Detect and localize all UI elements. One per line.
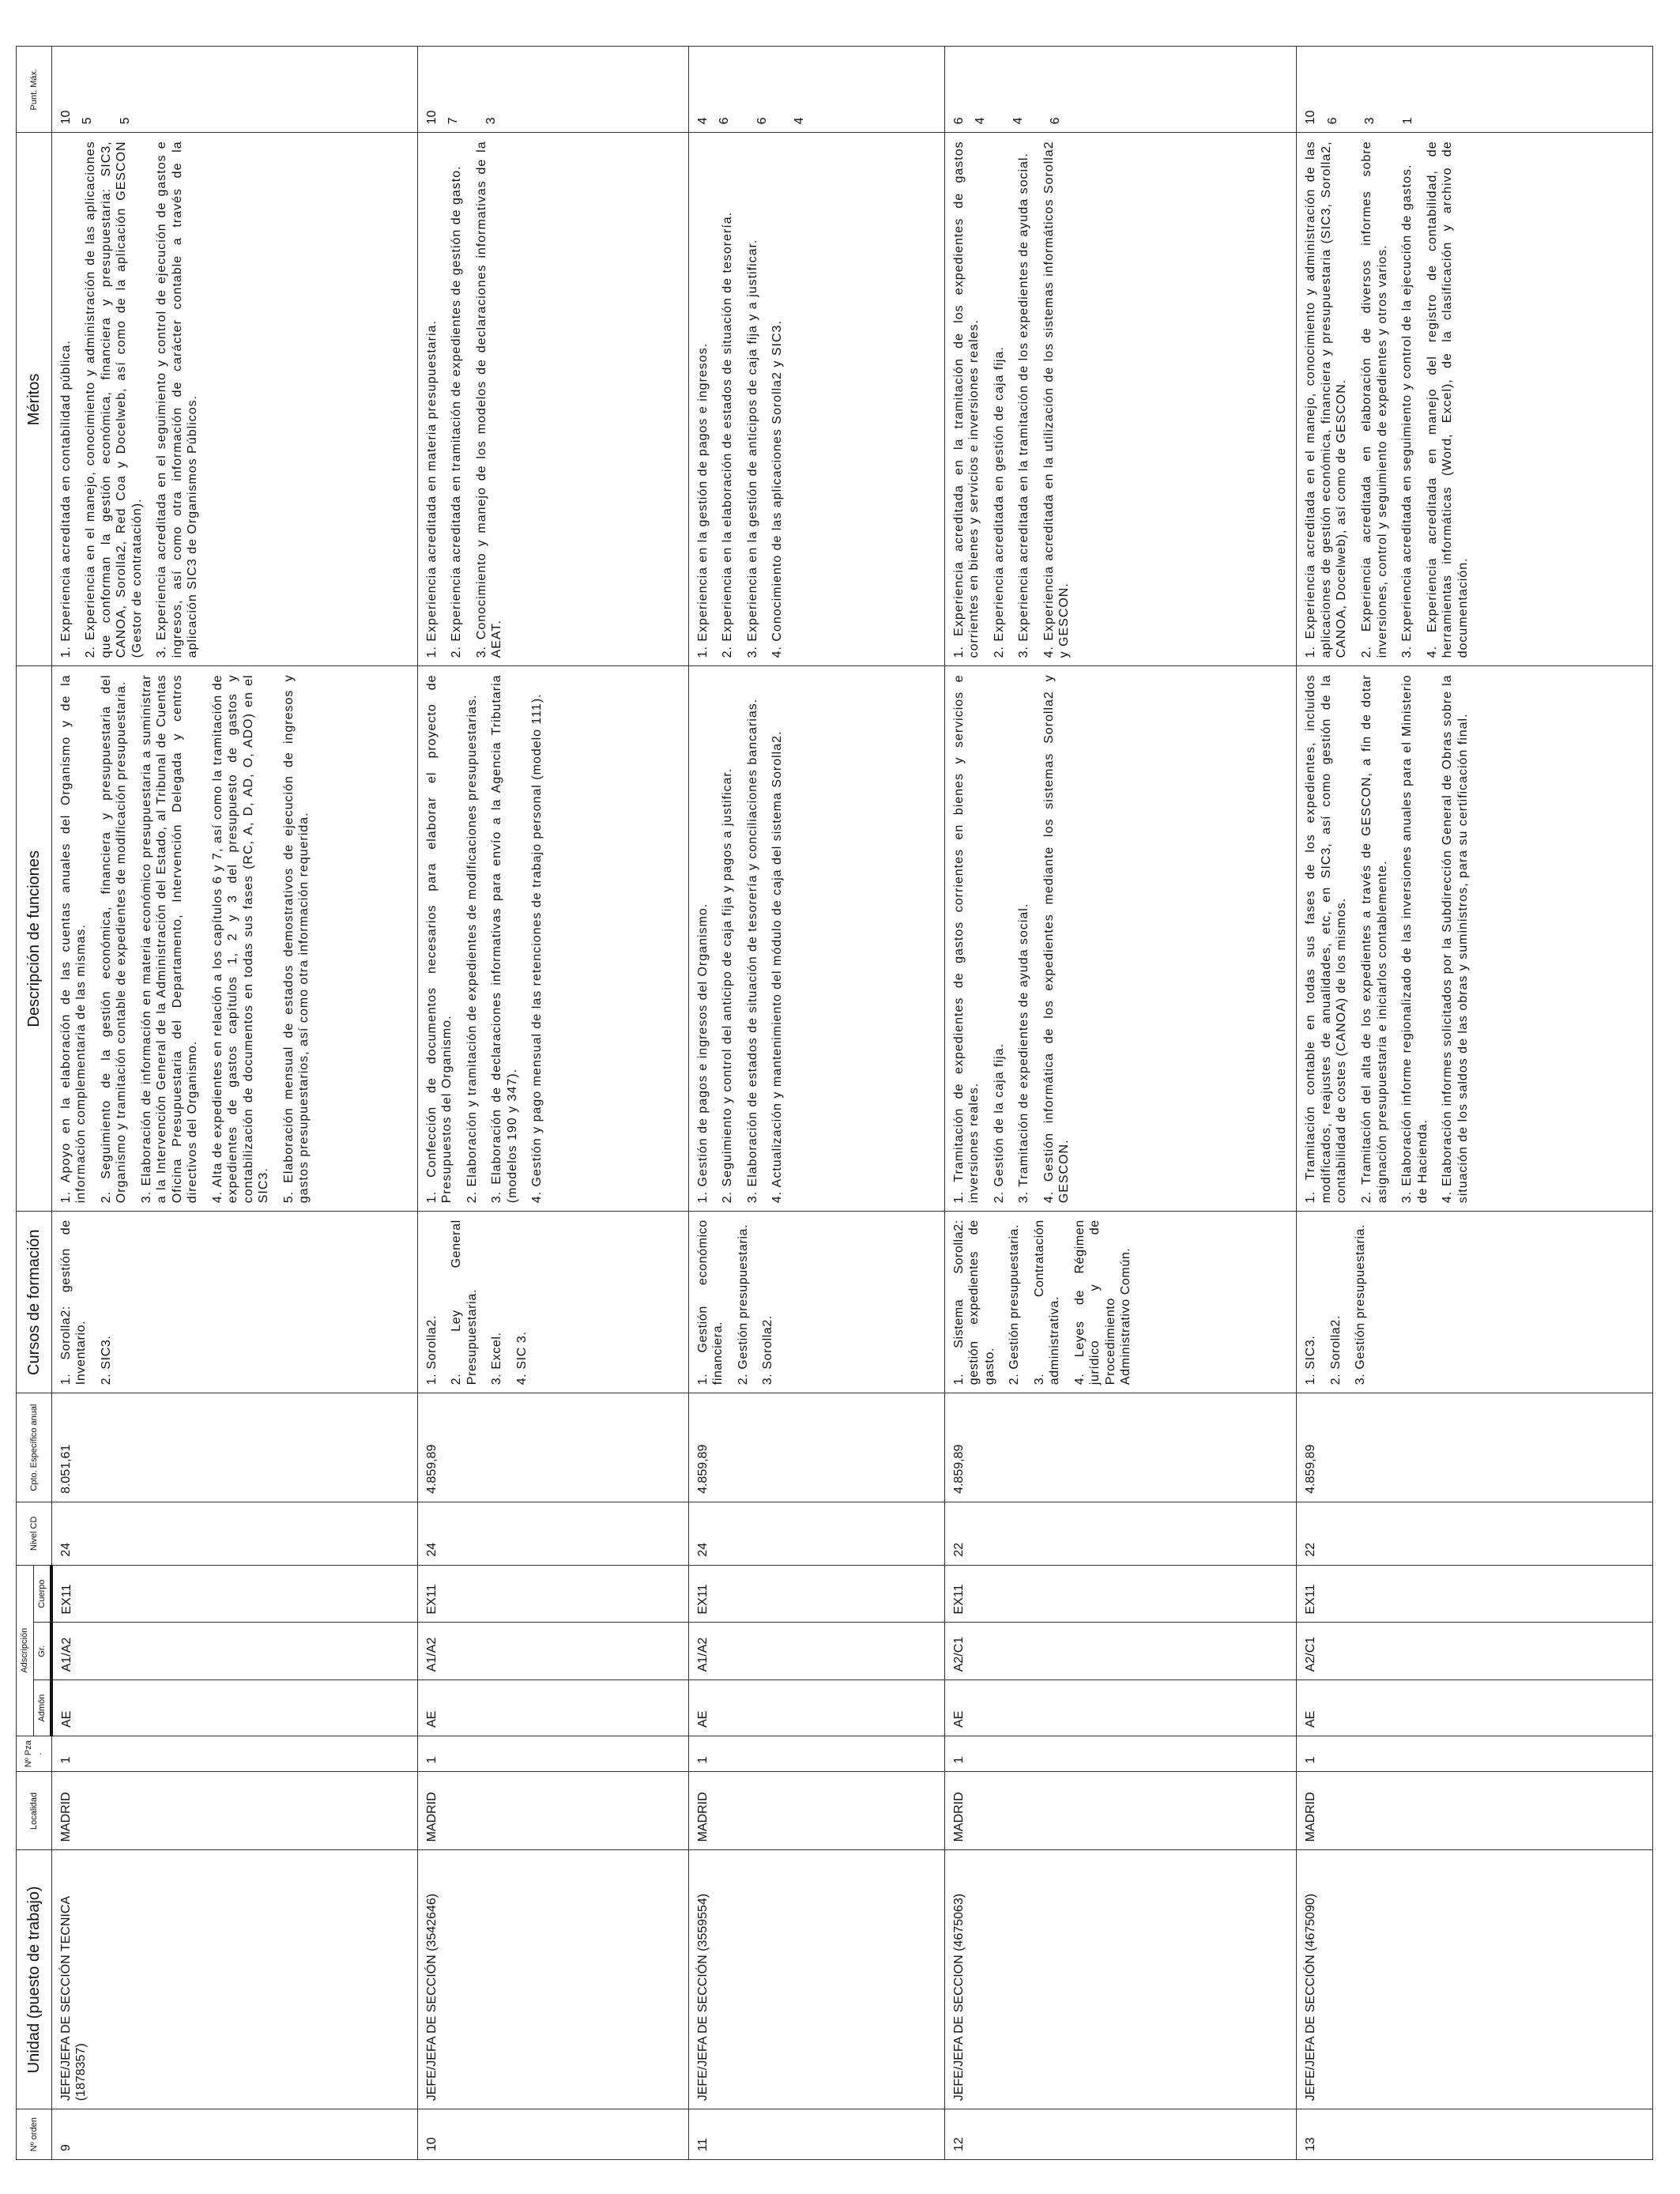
cursos-list — [58, 1220, 115, 1385]
funcion-item: 3. Elaboración de información en materia económico presupuestaria a suministrar a la Intervención General de la Administración del Estado, al Tribunal de Cuentas Oficina Presupuestaria del Departamento, Intervención Delegada y centros directivos del Organismo. — [139, 674, 200, 1204]
punto-value: 7 — [446, 117, 461, 125]
curso-item: 4. Leyes de Régimen jurídico y de Procedimiento Administrativo Común. — [1072, 1220, 1133, 1385]
cell-admon: AE — [944, 1680, 1297, 1736]
cell-orden: 12 — [944, 2109, 1297, 2160]
puntos-list — [1303, 55, 1415, 124]
cell-cpto: 4.859,89 — [417, 1393, 688, 1502]
curso-item: 1. Sistema Sorolla2: gestión expedientes de gasto. — [951, 1220, 996, 1385]
cell-gr: A1/A2 — [688, 1623, 944, 1680]
header-nivel: Nivel CD — [17, 1502, 52, 1565]
cell-funciones — [944, 666, 1297, 1212]
merito-item: 4. Experiencia acreditada en manejo del registro de contabilidad, de herramientas informáticas (Word, Excel), de la clasificación y archivo de documentación. — [1425, 141, 1470, 658]
meritos-list — [424, 141, 505, 658]
cell-gr: A2/C1 — [1297, 1623, 1653, 1680]
table-row — [417, 47, 688, 2160]
merito-item: 1. Experiencia acreditada en contabilidad pública. — [58, 340, 73, 658]
funcion-item: 3. Elaboración de estados de situación de tesorería y conciliaciones bancarias. — [745, 698, 759, 1204]
punto-value: 6 — [951, 117, 966, 125]
curso-item: 2. Ley General Presupuestaria. — [450, 1220, 479, 1385]
header-gr: Gr. — [33, 1623, 51, 1680]
funcion-item: 1. Gestión de pagos e ingresos del Organismo. — [695, 903, 710, 1204]
funcion-item: 2. Elaboración y tramitación de expedientes de modificaciones presupuestarias. — [465, 694, 479, 1204]
merito-item: 1. Experiencia en la gestión de pagos e ingresos. — [695, 342, 710, 658]
curso-item: 2. Gestión presupuestaria. — [1008, 1223, 1022, 1385]
cursos-list — [1303, 1220, 1369, 1385]
merito-item: 2. Experiencia acreditada en tramitación de expedientes de gestión de gasto. — [450, 165, 464, 658]
funciones-list — [951, 674, 1072, 1203]
merito-item: 1. Experiencia acreditada en materia presupuestaria. — [424, 320, 439, 658]
cell-unidad: JEFE/JEFA DE SECCIÓN TECNICA (1878357) — [51, 1850, 417, 2109]
header-unidad: Unidad (puesto de trabajo) — [17, 1850, 52, 2109]
funcion-item: 4. Gestión y pago mensual de las retenciones de trabajo personal (modelo 111). — [530, 693, 544, 1204]
merito-item: 2. Experiencia en la elaboración de estados de situación de tesorería. — [721, 211, 735, 658]
header-punt: Punt. Máx. — [17, 47, 52, 133]
funcion-item: 2. Seguimiento de la gestión económica, financiera y presupuestaria del Organismo y tramitación contable de expedientes de modificación presupuestaria. — [99, 674, 129, 1204]
cell-cursos — [51, 1212, 417, 1393]
funcion-item: 4. Actualización y mantenimiento del módulo de caja del sistema Sorolla2. — [770, 730, 785, 1204]
funcion-item: 2. Seguimiento y control del anticipo de caja fija y pagos a justificar. — [721, 767, 735, 1204]
header-cpto: Cpto. Específico anual — [17, 1393, 52, 1502]
funcion-item: 1. Apoyo en la elaboración de las cuentas anuales del Organismo y de la información complementaria de las mismas. — [58, 674, 89, 1204]
merito-item: 2. Experiencia acreditada en elaboración de diversos informes sobre inversiones, control y seguimiento de expedientes y otros varios. — [1359, 141, 1389, 658]
cell-localidad: MADRID — [1297, 1772, 1653, 1850]
cell-unidad: JEFE/JEFA DE SECCIÓN (3559554) — [688, 1850, 944, 2109]
merito-item: 3. Experiencia acreditada en seguimiento y control de la ejecución de gastos. — [1400, 164, 1414, 658]
cursos-list — [695, 1220, 776, 1385]
cell-admon: AE — [688, 1680, 944, 1736]
cell-cpto: 4.859,89 — [688, 1393, 944, 1502]
punto-value: 3 — [1363, 117, 1377, 125]
cell-localidad: MADRID — [688, 1772, 944, 1850]
cell-nivel: 24 — [688, 1502, 944, 1565]
funcion-item: 4. Elaboración informes solicitados por la Subdirección General de Obras sobre la situación de los saldos de las obras y suministros, para su certificación final. — [1441, 674, 1470, 1204]
cell-puntos — [1297, 47, 1653, 133]
cell-nivel: 22 — [1297, 1502, 1653, 1565]
cell-cpto: 4.859,89 — [944, 1393, 1297, 1502]
table-row — [944, 47, 1297, 2160]
table-body — [51, 47, 1652, 2160]
curso-item: 3. Contratación administrativa. — [1032, 1220, 1062, 1385]
cell-orden: 10 — [417, 2109, 688, 2160]
punto-value: 1 — [1400, 117, 1414, 125]
table-row — [1297, 47, 1653, 2160]
funcion-item: 1. Tramitación de expedientes de gastos corrientes en bienes y servicios e inversiones reales. — [951, 674, 981, 1204]
cell-orden: 13 — [1297, 2109, 1653, 2160]
curso-item: 2. SIC3. — [99, 1335, 113, 1385]
cell-cursos — [944, 1212, 1297, 1393]
punto-value: 3 — [484, 117, 498, 125]
curso-item: 2. Sorolla2. — [1328, 1315, 1343, 1385]
cursos-list — [951, 1220, 1134, 1385]
funcion-item: 4. Alta de expedientes en relación a los capítulos 6 y 7, así como la tramitación de expedientes de gastos capítulos 1, 2 y 3 del presupuesto de gastos y contabilización de documentos en todas sus fases (RC, A, D, AD, O, ADO) en el SIC3. — [210, 674, 271, 1204]
funcion-item: 1. Confección de documentos necesarios para elaborar el proyecto de Presupuestos del Organismo. — [424, 674, 454, 1204]
header-admon: Admón — [33, 1680, 51, 1736]
cell-pza: 1 — [417, 1736, 688, 1772]
punto-value: 6 — [755, 117, 769, 125]
cell-puntos — [688, 47, 944, 133]
header-orden: Nº orden — [17, 2109, 52, 2160]
puntos-list — [951, 55, 1064, 124]
punto-value: 10 — [58, 110, 73, 125]
meritos-list — [951, 141, 1072, 658]
punto-value: 4 — [793, 117, 807, 125]
cell-unidad: JEFE/JEFA DE SECCION (4675063) — [944, 1850, 1297, 2109]
merito-item: 3. Experiencia acreditada en la tramitación de los expedientes de ayuda social. — [1017, 153, 1031, 658]
table-header — [17, 47, 52, 2160]
cell-meritos — [417, 133, 688, 666]
merito-item: 4. Experiencia acreditada en la utilización de los sistemas informáticos Sorolla2 y GESCON. — [1042, 141, 1072, 658]
header-descripcion: Descripción de funciones — [17, 666, 52, 1212]
cell-meritos — [51, 133, 417, 666]
punto-value: 10 — [424, 110, 439, 125]
punto-value: 5 — [118, 117, 132, 125]
punto-value: 6 — [1325, 117, 1339, 125]
cell-puntos — [51, 47, 417, 133]
header-meritos: Méritos — [17, 133, 52, 666]
header-localidad: Localidad — [17, 1772, 52, 1850]
curso-item: 2. Gestión presupuestaria. — [736, 1223, 750, 1385]
curso-item: 3. Gestión presupuestaria. — [1354, 1223, 1368, 1385]
meritos-list — [1303, 141, 1471, 658]
curso-item: 1. SIC3. — [1304, 1335, 1318, 1385]
cell-cpto: 8.051,61 — [51, 1393, 417, 1502]
cell-cuerpo: EX11 — [944, 1565, 1297, 1623]
curso-item: 1. Sorolla2: gestión de Inventario. — [58, 1220, 89, 1385]
merito-item: 3. Conocimiento y manejo de los modelos de declaraciones informativas de la AEAT. — [474, 141, 504, 658]
merito-item: 1. Experiencia acreditada en la tramitación de los expedientes de gastos corrientes en bienes y servicios e inversiones reales. — [951, 141, 981, 658]
cell-pza: 1 — [944, 1736, 1297, 1772]
puntos-list — [424, 55, 499, 124]
merito-item: 4. Conocimiento de las aplicaciones Sorolla2 y SIC3. — [770, 320, 785, 658]
cell-cuerpo: EX11 — [688, 1565, 944, 1623]
cell-unidad: JEFE/JEFA DE SECCIÓN (3542646) — [417, 1850, 688, 2109]
cell-admon: AE — [1297, 1680, 1653, 1736]
cell-nivel: 24 — [51, 1502, 417, 1565]
header-pza: Nº Pza . — [17, 1736, 52, 1772]
cell-cursos — [688, 1212, 944, 1393]
cell-localidad: MADRID — [944, 1772, 1297, 1850]
cell-cuerpo: EX11 — [1297, 1565, 1653, 1623]
curso-item: 3. Excel. — [490, 1332, 504, 1385]
merito-item: 3. Experiencia acreditada en el seguimiento y control de ejecución de gastos e ingresos, así como otra información de carácter contable a través de la aplicación SIC3 de Organismos Públicos. — [155, 141, 200, 658]
funcion-item: 5. Elaboración mensual de estados demostrativos de ejecución de ingresos y gastos presupuestarios, así como otra información requerida. — [281, 674, 311, 1204]
funcion-item: 3. Elaboración informe regionalizado de las inversiones anuales para el Ministerio de Hacienda. — [1400, 674, 1430, 1204]
punto-value: 6 — [718, 117, 732, 125]
cursos-list — [424, 1220, 530, 1385]
cell-cuerpo: EX11 — [417, 1565, 688, 1623]
merito-item: 3. Experiencia en la gestión de anticipos de caja fija y a justificar. — [745, 239, 759, 658]
meritos-list — [695, 141, 785, 658]
cell-orden: 9 — [51, 2109, 417, 2160]
cell-localidad: MADRID — [51, 1772, 417, 1850]
cell-meritos — [688, 133, 944, 666]
punto-value: 4 — [974, 117, 988, 125]
cell-pza: 1 — [688, 1736, 944, 1772]
funciones-list — [58, 674, 312, 1203]
table-row — [688, 47, 944, 2160]
cell-funciones — [51, 666, 417, 1212]
cell-nivel: 24 — [417, 1502, 688, 1565]
cell-puntos — [944, 47, 1297, 133]
cell-admon: AE — [417, 1680, 688, 1736]
funcion-item: 1. Tramitación contable en todas sus fases de los expedientes, incluidos modificados, reajustes de anualidades, etc, en SIC3, así como gestión de la contabilidad de costes (CANOA) de los mismos. — [1304, 674, 1349, 1204]
funciones-list — [695, 674, 785, 1203]
funcion-item: 3. Elaboración de declaraciones informativas para envío a la Agencia Tributaria (modelos 190 y 347). — [490, 674, 519, 1204]
table-row — [51, 47, 417, 2160]
funciones-list — [424, 674, 545, 1203]
header-adscripcion: Adscripción — [17, 1565, 34, 1736]
header-cursos: Cursos de formación — [17, 1212, 52, 1393]
cell-funciones — [688, 666, 944, 1212]
cell-gr: A1/A2 — [417, 1623, 688, 1680]
cell-funciones — [417, 666, 688, 1212]
puntos-list — [695, 55, 808, 124]
punto-value: 10 — [1304, 110, 1318, 125]
cell-nivel: 22 — [944, 1502, 1297, 1565]
curso-item: 1. Sorolla2. — [424, 1315, 439, 1385]
merito-item: 2. Experiencia en el manejo, conocimiento y administración de las aplicaciones que conforman la gestión económica, financiera y presupuestaria: SIC3, CANOA, Sorolla2, Red Coa y Docelweb, así como de la aplicación GESCON (Gestor de contratación). — [84, 141, 144, 658]
cell-meritos — [944, 133, 1297, 666]
cell-localidad: MADRID — [417, 1772, 688, 1850]
cell-gr: A2/C1 — [944, 1623, 1297, 1680]
curso-item: 1. Gestión económico financiera. — [695, 1220, 725, 1385]
funciones-list — [1303, 674, 1471, 1203]
curso-item: 3. Sorolla2. — [761, 1315, 775, 1385]
header-cuerpo: Cuerpo — [33, 1565, 51, 1623]
cell-cursos — [1297, 1212, 1653, 1393]
cell-funciones — [1297, 666, 1653, 1212]
cell-pza: 1 — [1297, 1736, 1653, 1772]
curso-item: 4. SIC 3. — [514, 1331, 529, 1385]
merito-item: 1. Experiencia acreditada en el manejo, conocimiento y administración de las aplicaciones de gestión económica, financiera y presupuestaria (SIC3, Sorolla2, CANOA, Docelweb), así como de GESCON. — [1304, 141, 1349, 658]
cell-puntos — [417, 47, 688, 133]
positions-table — [16, 46, 1653, 2160]
cell-cursos — [417, 1212, 688, 1393]
cell-gr: A1/A2 — [51, 1623, 417, 1680]
punto-value: 5 — [81, 117, 95, 125]
punto-value: 4 — [695, 117, 710, 125]
cell-meritos — [1297, 133, 1653, 666]
funcion-item: 2. Gestión de la caja fija. — [992, 1043, 1006, 1204]
funcion-item: 4. Gestión informática de los expedientes mediante los sistemas Sorolla2 y GESCON. — [1042, 674, 1072, 1204]
cell-admon: AE — [51, 1680, 417, 1736]
cell-pza: 1 — [51, 1736, 417, 1772]
cell-cuerpo: EX11 — [51, 1565, 417, 1623]
funcion-item: 2. Tramitación del alta de los expedientes a través de GESCON, a fin de dotar asignación presupuestaria e iniciarlos contablemente. — [1359, 674, 1389, 1204]
punto-value: 6 — [1049, 117, 1063, 125]
cell-unidad: JEFE/JEFA DE SECCIÓN (4675090) — [1297, 1850, 1653, 2109]
puntos-list — [58, 55, 134, 124]
meritos-list — [58, 141, 201, 658]
cell-cpto: 4.859,89 — [1297, 1393, 1653, 1502]
punto-value: 4 — [1011, 117, 1025, 125]
merito-item: 2. Experiencia acreditada en gestión de caja fija. — [992, 346, 1006, 658]
funcion-item: 3. Tramitación de expedientes de ayuda social. — [1017, 903, 1031, 1204]
cell-orden: 11 — [688, 2109, 944, 2160]
